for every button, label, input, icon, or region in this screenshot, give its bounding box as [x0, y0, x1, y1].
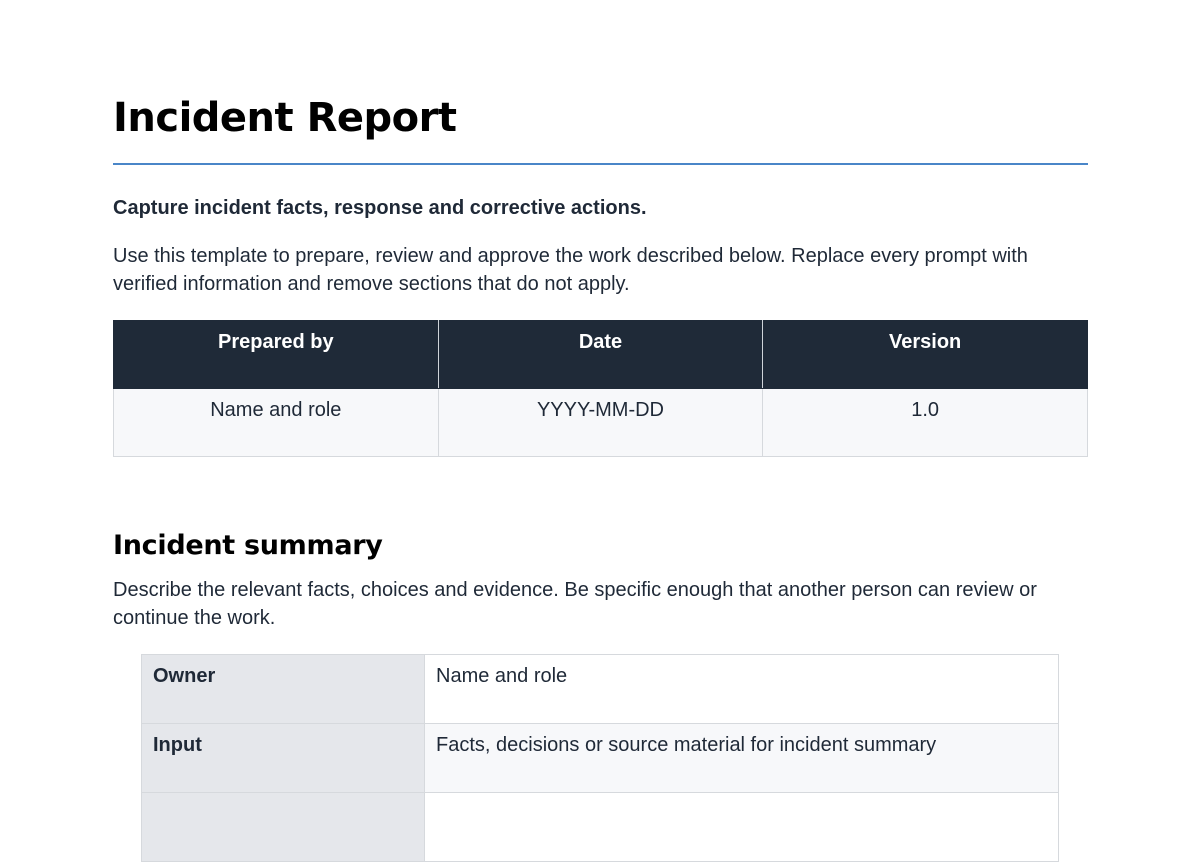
table-row	[142, 793, 1059, 862]
row-label-input: Input	[142, 724, 425, 793]
meta-header-prepared-by: Prepared by	[114, 321, 439, 389]
row-value-next[interactable]	[425, 793, 1059, 862]
document-intro: Use this template to prepare, review and approve the work described below. Replace every prompt with verified information and remove sections that do not apply.	[113, 245, 1028, 295]
title-divider	[113, 163, 1088, 165]
meta-value-version[interactable]: 1.0	[763, 389, 1088, 457]
row-label-owner: Owner	[142, 655, 425, 724]
table-row	[142, 724, 1059, 793]
incident-summary-table	[141, 654, 1059, 862]
meta-value-date[interactable]: YYYY-MM-DD	[438, 389, 763, 457]
meta-value-row	[114, 389, 1088, 457]
section-title-incident-summary: Incident summary	[113, 530, 383, 561]
meta-header-row	[114, 321, 1088, 389]
table-row	[142, 655, 1059, 724]
meta-header-date: Date	[438, 321, 763, 389]
row-value-owner[interactable]: Name and role	[425, 655, 1059, 724]
document-subtitle: Capture incident facts, response and corrective actions.	[113, 197, 647, 219]
row-label-next	[142, 793, 425, 862]
page-title: Incident Report	[113, 95, 457, 141]
document-meta-table	[113, 320, 1088, 457]
section-description: Describe the relevant facts, choices and evidence. Be specific enough that another person can review or continue the work.	[113, 579, 1037, 629]
meta-value-prepared-by[interactable]: Name and role	[114, 389, 439, 457]
meta-header-version: Version	[763, 321, 1088, 389]
row-value-input[interactable]: Facts, decisions or source material for incident summary	[425, 724, 1059, 793]
